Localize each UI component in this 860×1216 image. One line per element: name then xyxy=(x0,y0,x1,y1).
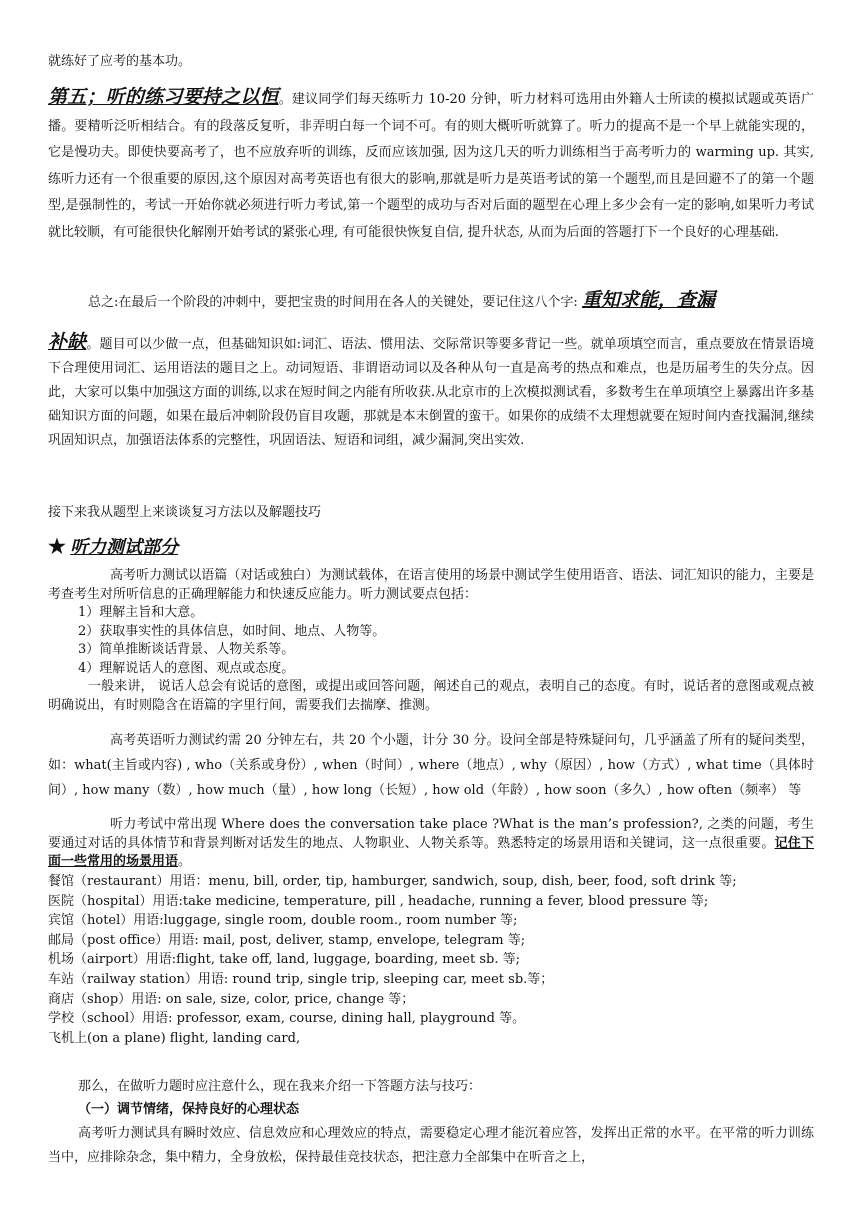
section-five-body: 。建议同学们每天练听力 10-20 分钟，听力材料可选用由外籍人士所读的模拟试题或英语广播。要精听泛听相结合。有的段落反复听，非弄明白每一个词不可。有的则大概听听就算了。听力的提高不是一个早上就能实现的，它是慢功夫。即使快要高考了，也不应放弃听的训练，反而应该加强, 因为这几天的听力训练相当于高考听力的 warming up. 其实,练听力还有一个很重要的原因,这个原因对高考英语也有很大的影响,那就是听力是英语考试的第一个题型,而且是回避不了的第一个题型,是强制性的，考试一开始你就必须进行听力考试,第一个题型的成功与否对后面的题型在心理上多少会有一定的影响,如果听力考试就比较顺，有可能很快化解刚开始考试的紧张心理, 有可能很快恢复自信, 提升状态, 从而为后面的答题打下一个良好的心理基础. xyxy=(48,92,814,240)
test-format-paragraph: 高考英语听力测试约需 20 分钟左右，共 20 个小题，计分 30 分。设问全部是特殊疑问句，几乎涵盖了所有的疑问类型，如：what(主旨或内容) , who（关系或身份）, when（时间）, where（地点）, why（原因）, how（方式）, what time（具体时间）, how many（数）, how much（量）, how long（长短）, how old（年龄）, how soon（多久）, how often（频率） 等 xyxy=(48,733,814,798)
scene-emphasis: 记住下面一些常用的场景用语 xyxy=(48,835,814,869)
summary-continued xyxy=(48,330,814,453)
method-intro: 那么，在做听力题时应注意什么，现在我来介绍一下答题方法与技巧： xyxy=(78,1079,482,1094)
summary-keywords-1: 重知求能，查漏 xyxy=(581,289,715,311)
scene-end: 。 xyxy=(178,854,192,869)
list-item: 飞机上(on a plane) flight, landing card, xyxy=(48,1030,301,1046)
listening-intro: 高考听力测试以语篇（对话或独白）为测试载体，在语言使用的场景中测试学生使用语音、语法、词汇知识的能力，主要是考查考生对所听信息的正确理解能力和快速反应能力。听力测试要点包括： xyxy=(48,568,814,602)
section-five-heading: 第五；听的练习要持之以恒 xyxy=(48,86,279,108)
list-item: 学校（school）用语: professor, exam, course, dining hall, playground 等。 xyxy=(48,1011,526,1027)
scene-paragraph xyxy=(48,816,814,872)
transition-text: 接下来我从题型上来谈谈复习方法以及解题技巧 xyxy=(48,505,322,520)
listening-section-title: 听力测试部分 xyxy=(70,537,179,558)
summary-paragraph xyxy=(48,286,814,317)
list-item: 商店（shop）用语: on sale, size, color, price, change 等； xyxy=(48,991,415,1007)
list-item: 车站（railway station）用语: round trip, single trip, sleeping car, meet sb.等； xyxy=(48,971,554,987)
list-item: 医院（hospital）用语:take medicine, temperature, pill , headache, running a fever, blood pressure 等; xyxy=(48,893,709,909)
listening-section-header xyxy=(48,532,814,564)
scene-lead: 听力考试中常出现 Where does the conversation take place ?What is the man’s profession?, 之类的问题，考生要通过对话的具体情节和背景判断对话发生的地点、人物职业、人物关系等。熟悉特定的场景用语和关键词，这一点很重要。 xyxy=(48,817,814,851)
list-item: 机场（airport）用语:flight, take off, land, luggage, boarding, meet sb. 等; xyxy=(48,952,520,968)
subsection-one-body: 高考听力测试具有瞬时效应、信息效应和心理效应的特点，需要稳定心理才能沉着应答，发挥出正常的水平。在平常的听力训练当中，应排除杂念，集中精力，全身放松，保持最佳竞技状态，把注意力全部集中在听音之上， xyxy=(48,1126,814,1165)
list-item: 3）简单推断谈话背景、人物关系等。 xyxy=(78,642,295,657)
scene-vocabulary-list xyxy=(48,872,814,1048)
list-item: 邮局（post office）用语: mail, post, deliver, stamp, envelope, telegram 等; xyxy=(48,932,526,948)
summary-body: 。题目可以少做一点，但基础知识如:词汇、语法、惯用法、交际常识等要多背记一些。就单项填空而言，重点要放在情景语境下合理使用词汇、运用语法的题目之上。动词短语、非谓语动词以及各种从句一直是高考的热点和难点，也是历届考生的失分点。因此，大家可以集中加强这方面的训练,以求在短时间之内能有所收获.从北京市的上次模拟测试看，多数考生在单项填空上暴露出许多基础知识方面的问题，如果在最后冲刺阶段仍盲目攻题，那就是本末倒置的蛮干。如果你的成绩不太理想就要在短时间内查找漏洞,继续巩固知识点，加强语法体系的完整性，巩固语法、短语和词组，减少漏洞,突出实效. xyxy=(48,337,814,448)
subsection-one-title: （一）调节情绪，保持良好的心理状态 xyxy=(78,1102,300,1117)
paragraph-continuation: 就练好了应考的基本功。 xyxy=(48,54,192,69)
speaker-intent-paragraph: 一般来讲， 说话人总会有说话的意图，或提出或回答问题，阐述自己的观点，表明自己的态度。有时，说话者的意图或观点被明确说出，有时则隐含在语篇的字里行间，需要我们去揣摩、推测。 xyxy=(48,679,814,713)
summary-lead: 总之:在最后一个阶段的冲刺中，要把宝贵的时间用在各人的关键处，要记住这八个字: xyxy=(88,295,582,310)
listening-points-list xyxy=(48,604,814,678)
list-item: 2）获取事实性的具体信息，如时间、地点、人物等。 xyxy=(78,623,386,639)
list-item: 1）理解主旨和大意。 xyxy=(78,605,204,620)
summary-keywords-2: 补缺 xyxy=(48,331,87,353)
star-icon: ★ xyxy=(48,534,66,558)
list-item: 餐馆（restaurant）用语：menu, bill, order, tip, hamburger, sandwich, soup, dish, beer, food, soft drink 等; xyxy=(48,874,737,889)
list-item: 4）理解说话人的意图、观点或态度。 xyxy=(78,660,295,676)
list-item: 宾馆（hotel）用语:luggage, single room, double room., room number 等; xyxy=(48,913,518,929)
section-five-paragraph xyxy=(48,84,814,246)
